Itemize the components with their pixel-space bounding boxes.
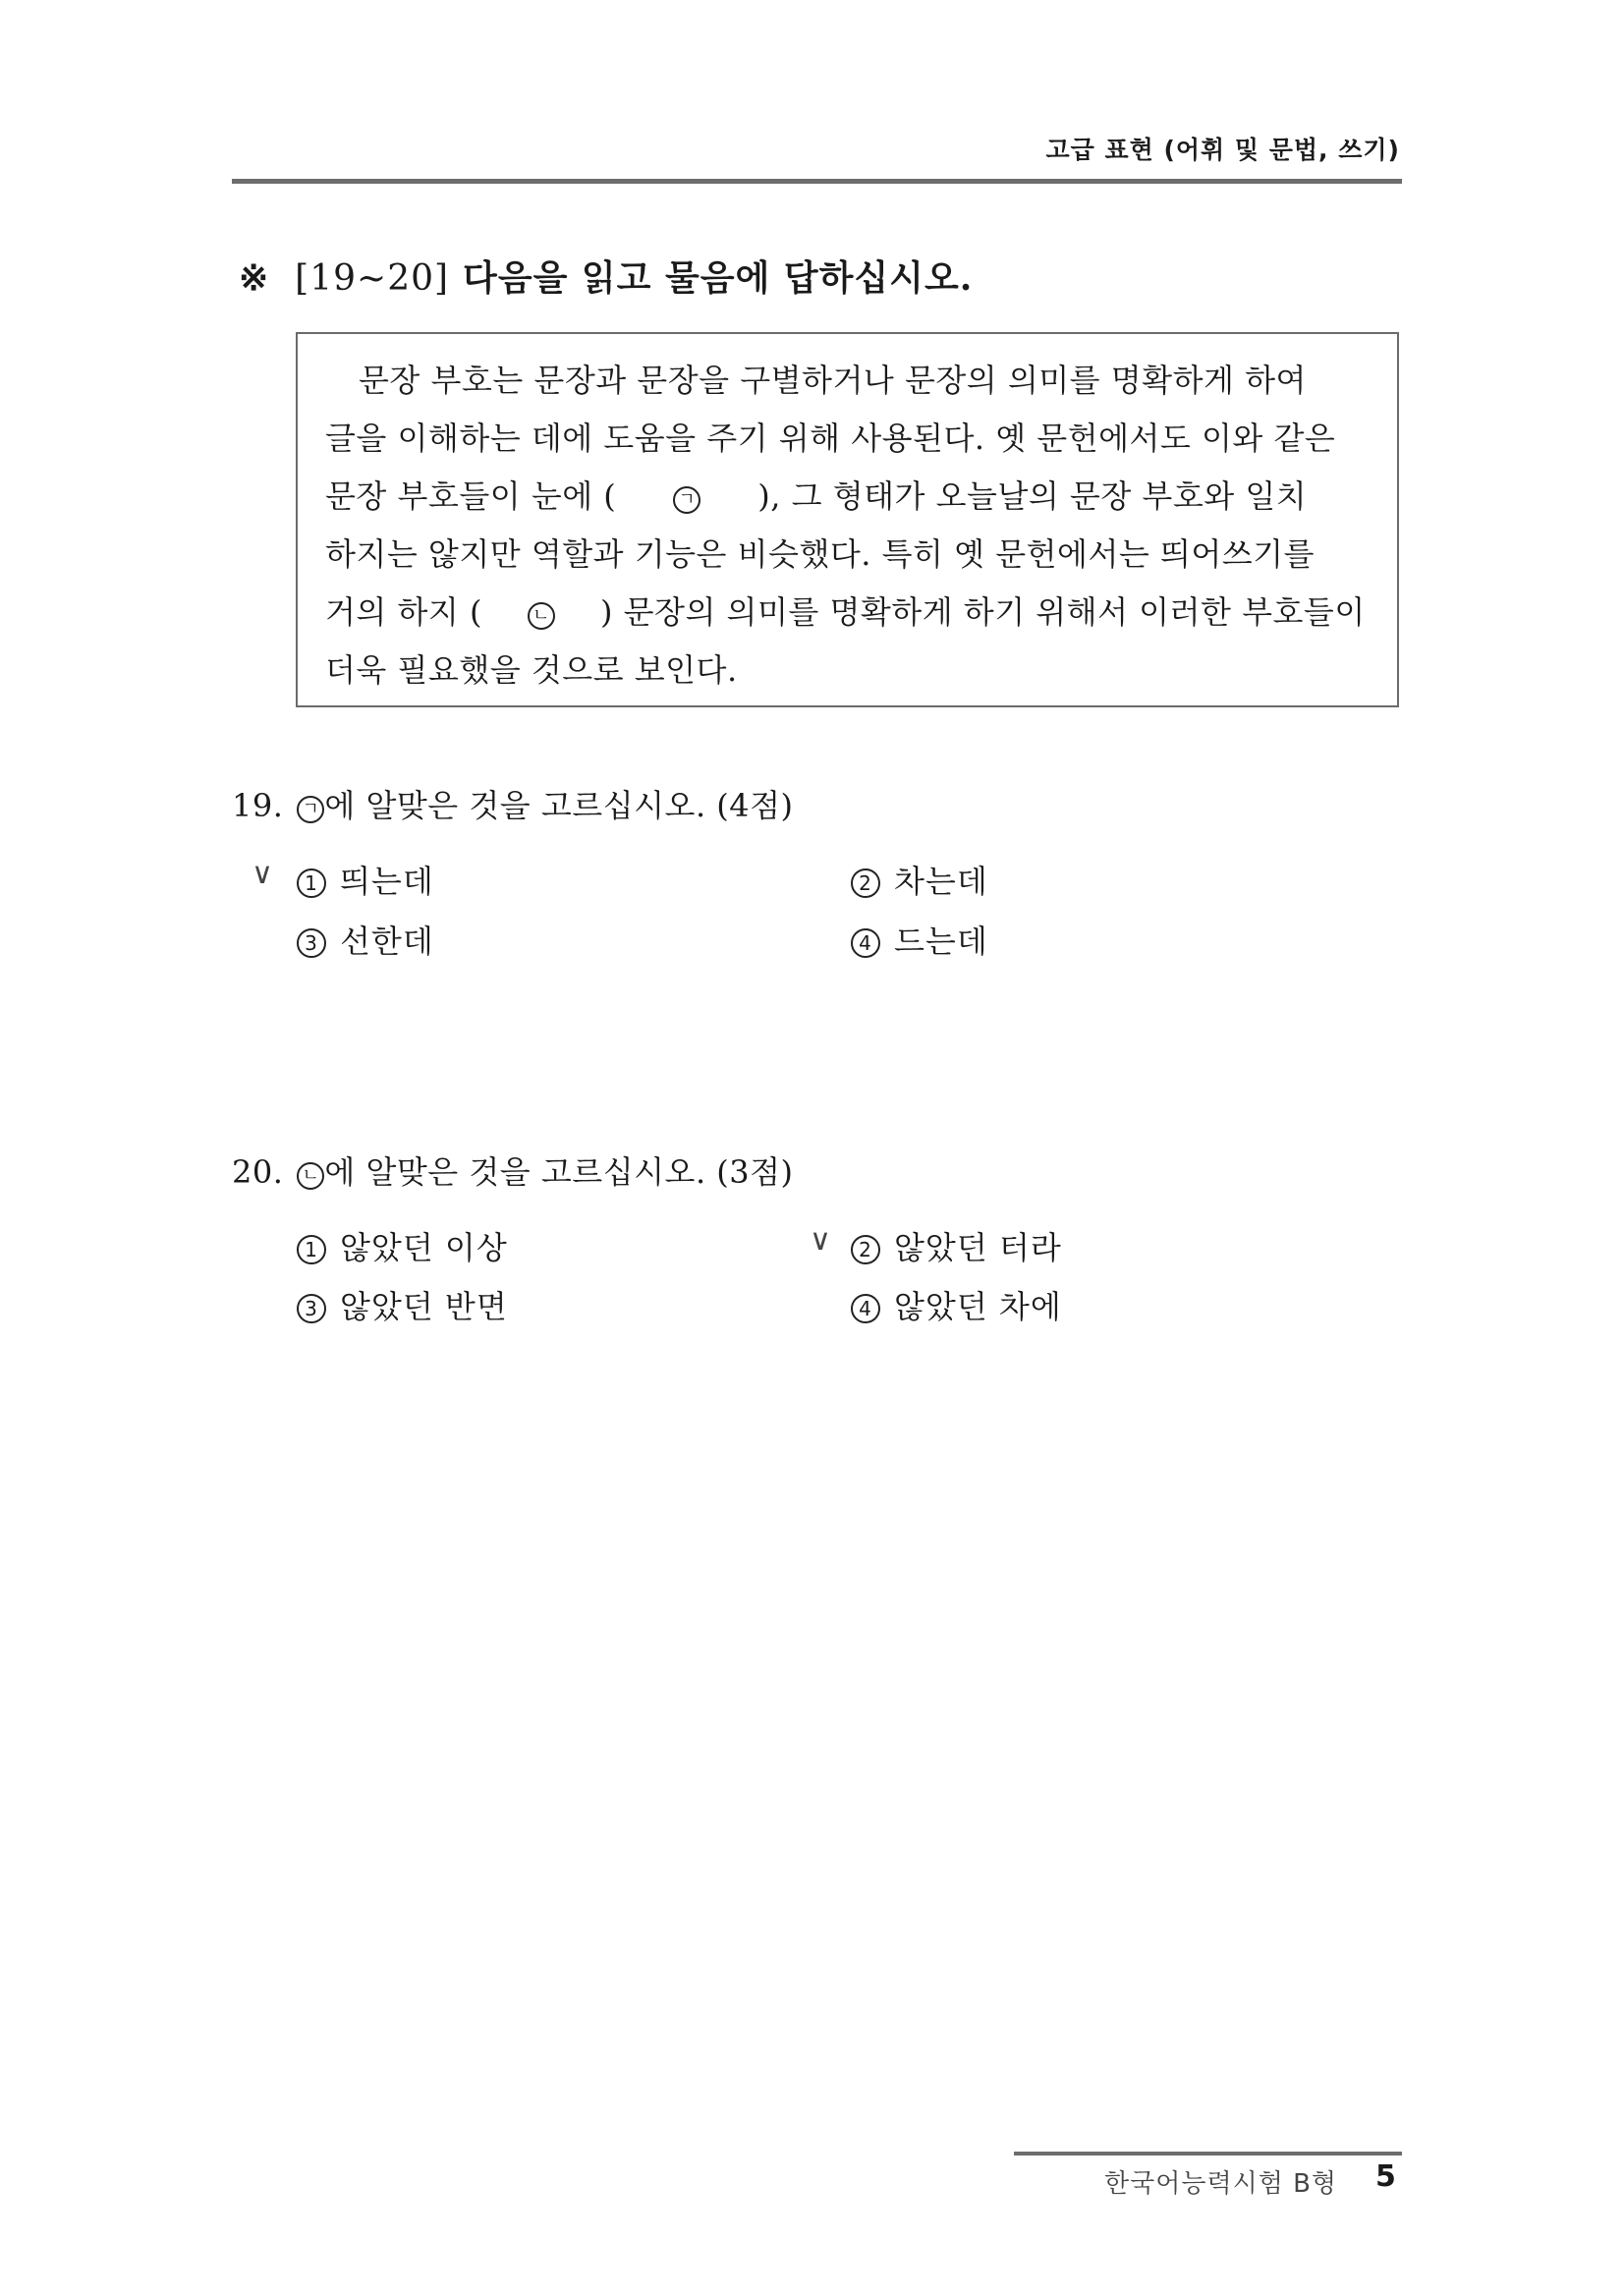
passage-line-4: 하지는 않지만 역할과 기능은 비슷했다. 특히 옛 문헌에서는 띄어쓰기를 (325, 535, 1315, 573)
option-number: 1 (297, 868, 326, 898)
passage-line-3-start: 문장 부호들이 눈에 ( (325, 477, 617, 515)
q19-option-4[interactable] (851, 917, 988, 962)
blank-marker-nieun: ㄴ (528, 602, 555, 630)
question-20 (232, 1148, 794, 1193)
question-prompt: 에 알맞은 것을 고르십시오. (3점) (324, 1153, 794, 1191)
q19-option-1[interactable] (297, 857, 434, 902)
q20-option-3[interactable] (297, 1282, 508, 1327)
q20-option-4[interactable] (851, 1282, 1062, 1327)
option-number: 1 (297, 1235, 326, 1264)
option-text: 않았던 차에 (894, 1288, 1062, 1325)
option-number: 4 (851, 928, 880, 958)
passage-line-3 (325, 468, 1372, 526)
answer-check-mark: ∨ (252, 857, 273, 891)
instruction-text: 다음을 읽고 물음에 답하십시오. (463, 257, 974, 299)
section-header-title: 고급 표현 (어휘 및 문법, 쓰기) (1045, 136, 1400, 164)
passage-line-5-start: 거의 하지 ( (325, 593, 482, 631)
blank-marker-nieun: ㄴ (297, 1162, 324, 1190)
passage-line-3-end: ), 그 형태가 오늘날의 문장 부호와 일치 (757, 477, 1308, 515)
question-range: [19~20] (295, 258, 450, 299)
passage-line-5 (325, 584, 1372, 642)
footer-divider (1014, 2152, 1402, 2156)
passage-line-1: 문장 부호는 문장과 문장을 구별하거나 문장의 의미를 명확하게 하여 (359, 362, 1307, 399)
answer-check-mark: ∨ (810, 1223, 831, 1258)
option-number: 3 (297, 928, 326, 958)
instruction-heading (239, 251, 973, 301)
question-number: 19. (232, 787, 284, 824)
q19-option-3[interactable] (297, 917, 434, 962)
option-text: 선한데 (340, 923, 434, 960)
option-text: 띄는데 (340, 863, 434, 900)
page-number: 5 (1375, 2159, 1396, 2194)
option-text: 드는데 (894, 923, 988, 960)
option-number: 3 (297, 1294, 326, 1323)
option-text: 않았던 터라 (894, 1229, 1062, 1266)
option-text: 않았던 이상 (340, 1229, 508, 1266)
blank-marker-giyeok: ㄱ (297, 796, 324, 823)
question-number: 20. (232, 1153, 284, 1191)
question-prompt: 에 알맞은 것을 고르십시오. (4점) (324, 787, 794, 824)
q19-option-2[interactable] (851, 857, 988, 902)
option-number: 4 (851, 1294, 880, 1323)
option-number: 2 (851, 1235, 880, 1264)
passage-line-5-end: ) 문장의 의미를 명확하게 하기 위해서 이러한 부호들이 (599, 593, 1366, 631)
q20-option-2[interactable] (851, 1223, 1062, 1268)
option-text: 않았던 반면 (340, 1288, 508, 1325)
passage-line-6: 더욱 필요했을 것으로 보인다. (325, 651, 738, 689)
header-divider (232, 179, 1402, 184)
option-number: 2 (851, 868, 880, 898)
blank-marker-giyeok: ㄱ (673, 486, 700, 514)
passage-line-2: 글을 이해하는 데에 도움을 주기 위해 사용된다. 옛 문헌에서도 이와 같은 (325, 420, 1336, 457)
reference-mark-icon: ※ (239, 257, 270, 299)
option-text: 차는데 (894, 863, 988, 900)
q20-option-1[interactable] (297, 1223, 508, 1268)
reading-passage (296, 332, 1399, 707)
exam-name: 한국어능력시험 B형 (1104, 2169, 1338, 2199)
question-19 (232, 781, 794, 826)
